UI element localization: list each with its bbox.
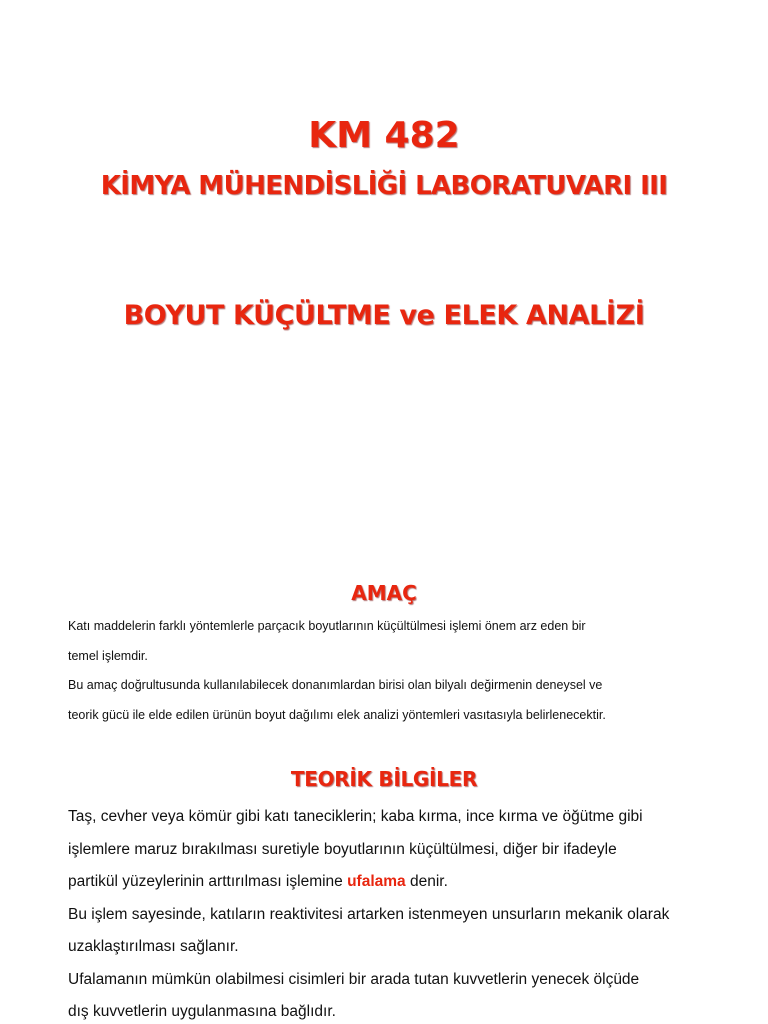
theory-line: Taş, cevher veya kömür gibi katı taneciklerin; kaba kırma, ince kırma ve öğütme gibi — [68, 808, 643, 825]
course-name: KİMYA MÜHENDİSLİĞİ LABORATUVARI III — [100, 171, 668, 201]
theory-line: Ufalamanın mümkün olabilmesi cisimleri bir arada tutan kuvvetlerin yenecek ölçüde — [68, 970, 640, 988]
topic-title: BOYUT KÜÇÜLTME ve ELEK ANALİZİ — [123, 300, 645, 331]
course-code: KM 482 — [308, 115, 460, 156]
theory-line: uzaklaştırılması sağlanır. — [68, 938, 239, 955]
purpose-heading: AMAÇ — [351, 581, 417, 605]
purpose-line: Bu amaç doğrultusunda kullanılabilecek donanımlardan birisi olan bilyalı değirmenin deneysel ve — [68, 678, 603, 692]
theory-line: Bu işlem sayesinde, katıların reaktivitesi artarken istenmeyen unsurların mekanik olarak — [68, 905, 670, 923]
theory-line-text: denir. — [405, 873, 448, 890]
theory-line — [68, 866, 669, 899]
purpose-line: teorik gücü ile elde edilen ürünün boyut dağılımı elek analizi yöntemleri vasıtasıyla belirlenecektir. — [68, 707, 606, 722]
purpose-line: Katı maddelerin farklı yöntemlerle parçacık boyutlarının küçültülmesi işlemi önem arz eden bir — [68, 619, 586, 633]
purpose-paragraph — [68, 612, 606, 730]
theory-line: işlemlere maruz bırakılması suretiyle boyutlarının küçültülmesi, diğer bir ifadeyle — [68, 840, 617, 858]
theory-heading: TEORİK BİLGİLER — [290, 767, 478, 791]
theory-paragraph — [68, 801, 669, 1024]
purpose-line: temel işlemdir. — [68, 648, 148, 663]
theory-line-text: partikül yüzeylerinin arttırılması işlemine — [68, 873, 348, 890]
highlighted-term: ufalama — [347, 873, 406, 890]
theory-line: dış kuvvetlerin uygulanmasına bağlıdır. — [68, 1003, 336, 1020]
